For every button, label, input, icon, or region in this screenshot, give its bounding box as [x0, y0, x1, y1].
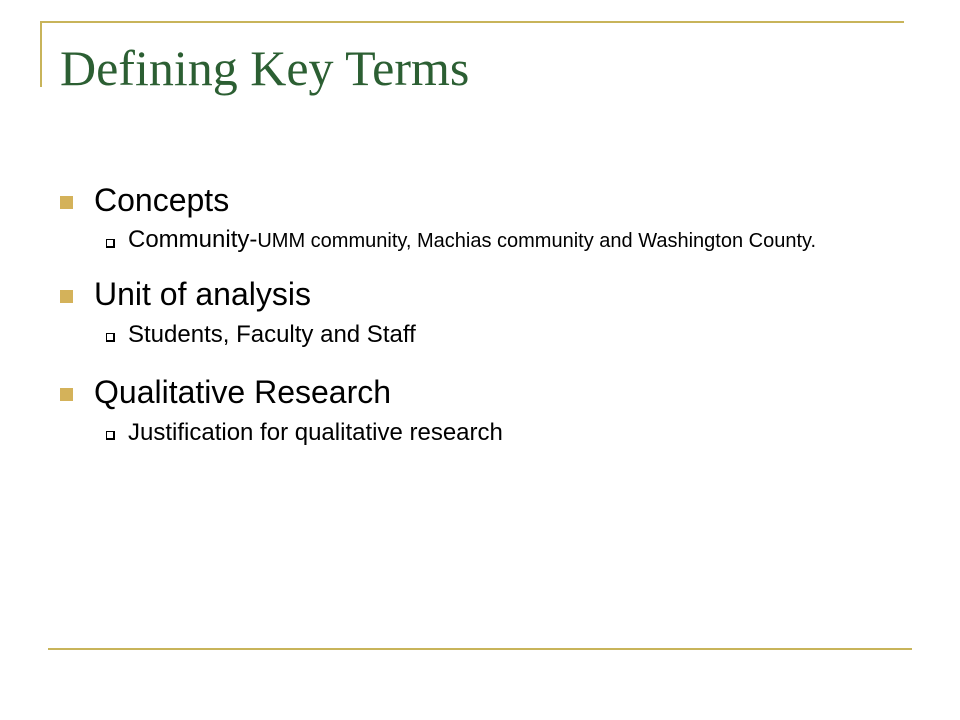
sub-bullet-text: Justification for qualitative research: [128, 419, 503, 446]
sub-bullet-text: [128, 224, 818, 258]
hollow-square-bullet-icon: [106, 239, 115, 248]
bullet-list: [60, 176, 840, 450]
sub-bullet-community: [106, 224, 840, 258]
left-tick: [40, 21, 42, 87]
sub-list-unit: [60, 318, 840, 352]
sub-bullet-text: Students, Faculty and Staff: [128, 321, 416, 348]
square-bullet-icon: [60, 388, 73, 401]
bullet-unit-of-analysis: [60, 270, 840, 318]
sub-list-qualitative: [60, 416, 840, 450]
bullet-heading: Qualitative Research: [94, 374, 392, 410]
square-bullet-icon: [60, 290, 73, 303]
bottom-rule: [48, 648, 912, 650]
sub-bullet-students: [106, 318, 840, 352]
top-rule: [40, 21, 904, 23]
bullet-concepts: [60, 176, 840, 224]
bullet-qualitative-research: [60, 368, 840, 416]
slide-title: Defining Key Terms: [60, 40, 470, 96]
term-label: Community-: [128, 226, 258, 253]
bullet-heading: Concepts: [94, 182, 230, 218]
square-bullet-icon: [60, 196, 73, 209]
bullet-heading: Unit of analysis: [94, 276, 311, 312]
sub-bullet-justification: [106, 416, 840, 450]
term-definition: UMM community, Machias community and Washington County.: [257, 230, 817, 252]
hollow-square-bullet-icon: [106, 333, 115, 342]
sub-list-concepts: [60, 224, 840, 258]
hollow-square-bullet-icon: [106, 431, 115, 440]
